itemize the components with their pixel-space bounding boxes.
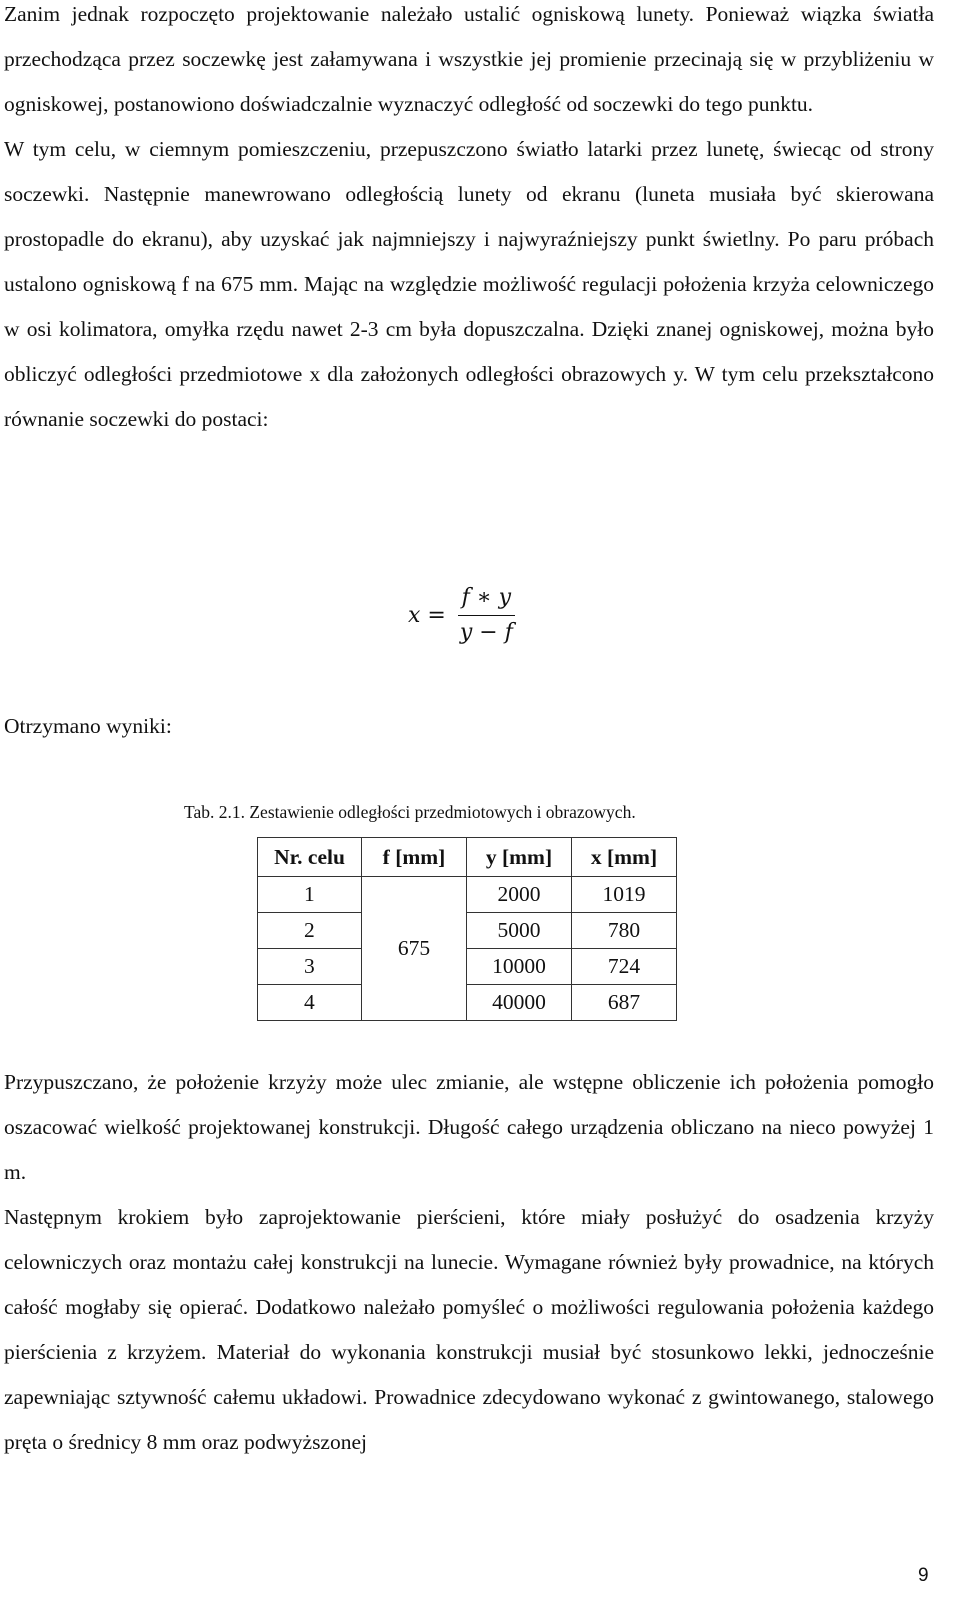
cell-x: 780 bbox=[572, 913, 677, 949]
header-f: f [mm] bbox=[362, 838, 467, 877]
cell-nr: 1 bbox=[258, 877, 362, 913]
header-x: x [mm] bbox=[572, 838, 677, 877]
table-header-row bbox=[258, 838, 677, 877]
cell-nr: 4 bbox=[258, 985, 362, 1021]
results-label: Otrzymano wyniki: bbox=[4, 714, 172, 738]
formula-fraction bbox=[456, 583, 517, 648]
results-table bbox=[257, 837, 677, 1021]
cell-x: 687 bbox=[572, 985, 677, 1021]
cell-y: 10000 bbox=[467, 949, 572, 985]
cell-y: 40000 bbox=[467, 985, 572, 1021]
table-row bbox=[258, 913, 677, 949]
table-row bbox=[258, 877, 677, 913]
formula-denominator: y − f bbox=[459, 620, 513, 645]
cell-x: 724 bbox=[572, 949, 677, 985]
document-page-bottom bbox=[4, 1060, 934, 1465]
paragraph-cross-position: Przypuszczano, że położenie krzyży może ulec zmianie, ale wstępne obliczenie ich położenia pomogło oszacować wielkość projektowanej konstrukcji. Długość całego urządzenia obliczano na nieco powyżej 1 m. bbox=[4, 1070, 934, 1184]
page-number: 9 bbox=[918, 1565, 929, 1586]
document-page bbox=[4, 0, 934, 442]
cell-nr: 3 bbox=[258, 949, 362, 985]
cell-x: 1019 bbox=[572, 877, 677, 913]
paragraph-rings-design: Następnym krokiem było zaprojektowanie pierścieni, które miały posłużyć do osadzenia krzyży celowniczych oraz montażu całej konstrukcji na lunecie. Wymagane również były prowadnice, na których całość mogłaby się opierać. Dodatkowo należało pomyśleć o możliwości regulowania położenia każdego pierścienia z krzyżem. Materiał do wykonania konstrukcji musiał być stosunkowo lekki, jednocześnie zapewniając sztywność całemu układowi. Prowadnice zdecydowano wykonać z gwintowanego, stalowego pręta o średnicy 8 mm oraz podwyższonej bbox=[4, 1205, 934, 1454]
table-row bbox=[258, 985, 677, 1021]
formula-lhs: x = bbox=[408, 603, 446, 628]
cell-y: 5000 bbox=[467, 913, 572, 949]
header-nr: Nr. celu bbox=[258, 838, 362, 877]
table-caption: Tab. 2.1. Zestawienie odległości przedmiotowych i obrazowych. bbox=[184, 802, 636, 822]
paragraph-focal-length-intro: Zanim jednak rozpoczęto projektowanie należało ustalić ogniskową lunety. Ponieważ wiązka światła przechodząca przez soczewkę jest załamywana i wszystkie jej promienie przecinają się w przybliżeniu w ogniskowej, postanowiono doświadczalnie wyznaczyć odległość od soczewki do tego punktu. bbox=[4, 2, 934, 116]
formula-numerator: f ∗ y bbox=[458, 583, 516, 616]
cell-nr: 2 bbox=[258, 913, 362, 949]
paragraph-experiment: W tym celu, w ciemnym pomieszczeniu, przepuszczono światło latarki przez lunetę, świecąc od strony soczewki. Następnie manewrowano odległością lunety od ekranu (luneta musiała być skierowana prostopadle do ekranu), aby uzyskać jak najmniejszy i najwyraźniejszy punkt świetlny. Po paru próbach ustalono ogniskową f na 675 mm. Mając na względzie możliwość regulacji położenia krzyża celowniczego w osi kolimatora, omyłka rzędu nawet 2-3 cm była dopuszczalna. Dzięki znanej ogniskowej, można było obliczyć odległości przedmiotowe x dla założonych odległości obrazowych y. W tym celu przekształcono równanie soczewki do postaci: bbox=[4, 137, 934, 431]
header-y: y [mm] bbox=[467, 838, 572, 877]
table-row bbox=[258, 949, 677, 985]
cell-f-merged: 675 bbox=[362, 877, 467, 1021]
lens-equation bbox=[408, 583, 517, 648]
cell-y: 2000 bbox=[467, 877, 572, 913]
